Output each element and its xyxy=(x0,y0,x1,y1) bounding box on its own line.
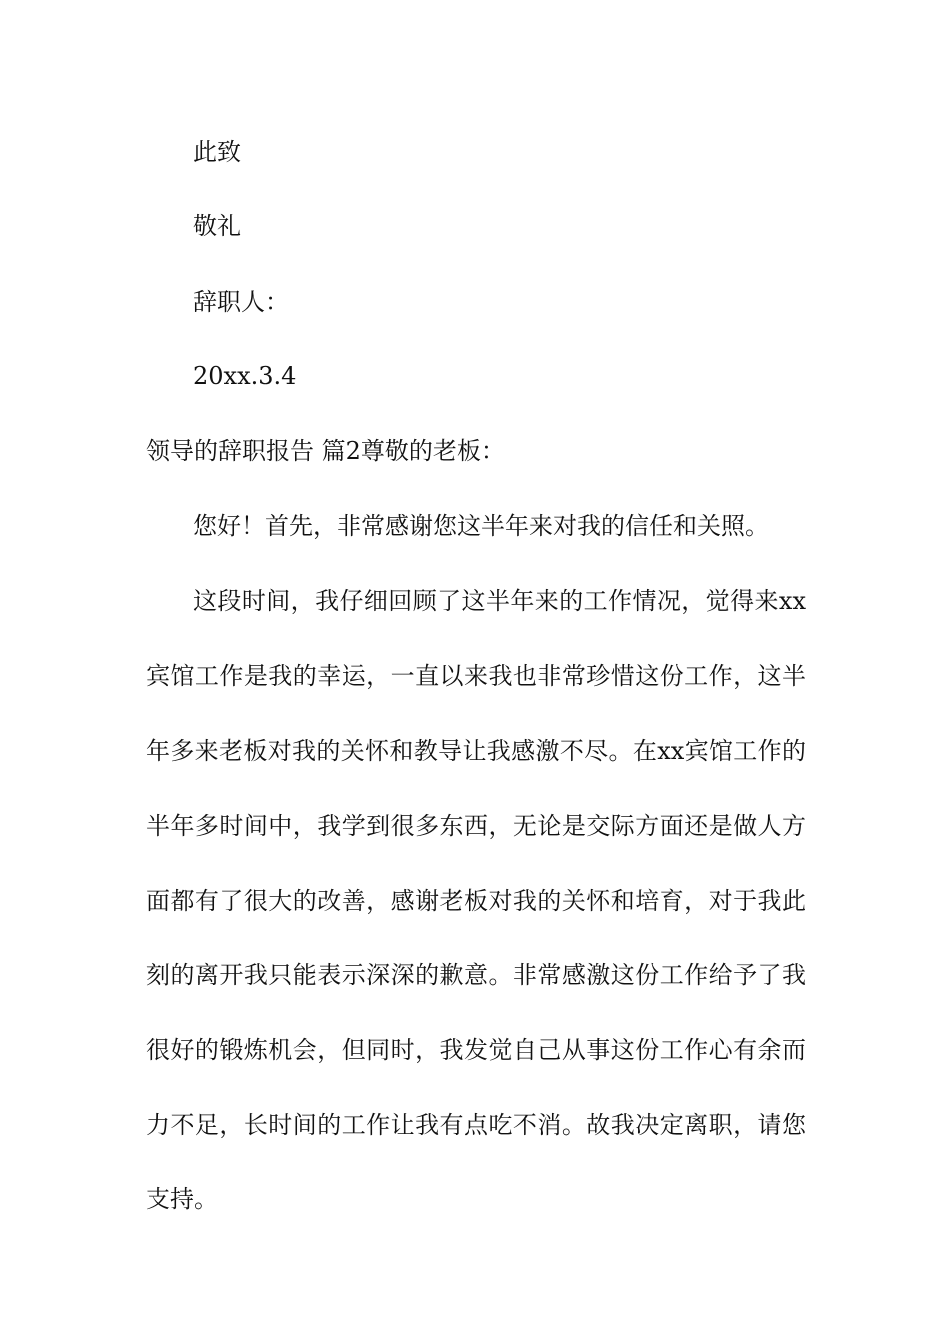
greeting-line: 您好！首先，非常感谢您这半年来对我的信任和关照。 xyxy=(193,512,769,540)
paragraph-line-1: 这段时间，我仔细回顾了这半年来的工作情况，觉得来xx xyxy=(193,587,806,615)
section-heading: 领导的辞职报告 篇2尊敬的老板： xyxy=(146,437,505,465)
closing-respect: 敬礼 xyxy=(193,212,241,240)
paragraph-line-4: 半年多时间中，我学到很多东西，无论是交际方面还是做人方 xyxy=(146,812,806,840)
paragraph-line-9: 支持。 xyxy=(146,1185,218,1213)
paragraph-line-7: 很好的锻炼机会，但同时，我发觉自己从事这份工作心有余而 xyxy=(146,1036,806,1064)
paragraph-line-8: 力不足，长时间的工作让我有点吃不消。故我决定离职，请您 xyxy=(146,1111,806,1139)
closing-salutation: 此致 xyxy=(193,138,241,166)
paragraph-line-2: 宾馆工作是我的幸运，一直以来我也非常珍惜这份工作，这半 xyxy=(146,662,806,690)
paragraph-line-6: 刻的离开我只能表示深深的歉意。非常感激这份工作给予了我 xyxy=(146,961,806,989)
date-line: 20xx.3.4 xyxy=(193,362,297,390)
paragraph-line-3: 年多来老板对我的关怀和教导让我感激不尽。在xx宾馆工作的 xyxy=(146,737,806,765)
signer-label: 辞职人： xyxy=(193,288,289,316)
paragraph-line-5: 面都有了很大的改善，感谢老板对我的关怀和培育，对于我此 xyxy=(146,887,806,915)
